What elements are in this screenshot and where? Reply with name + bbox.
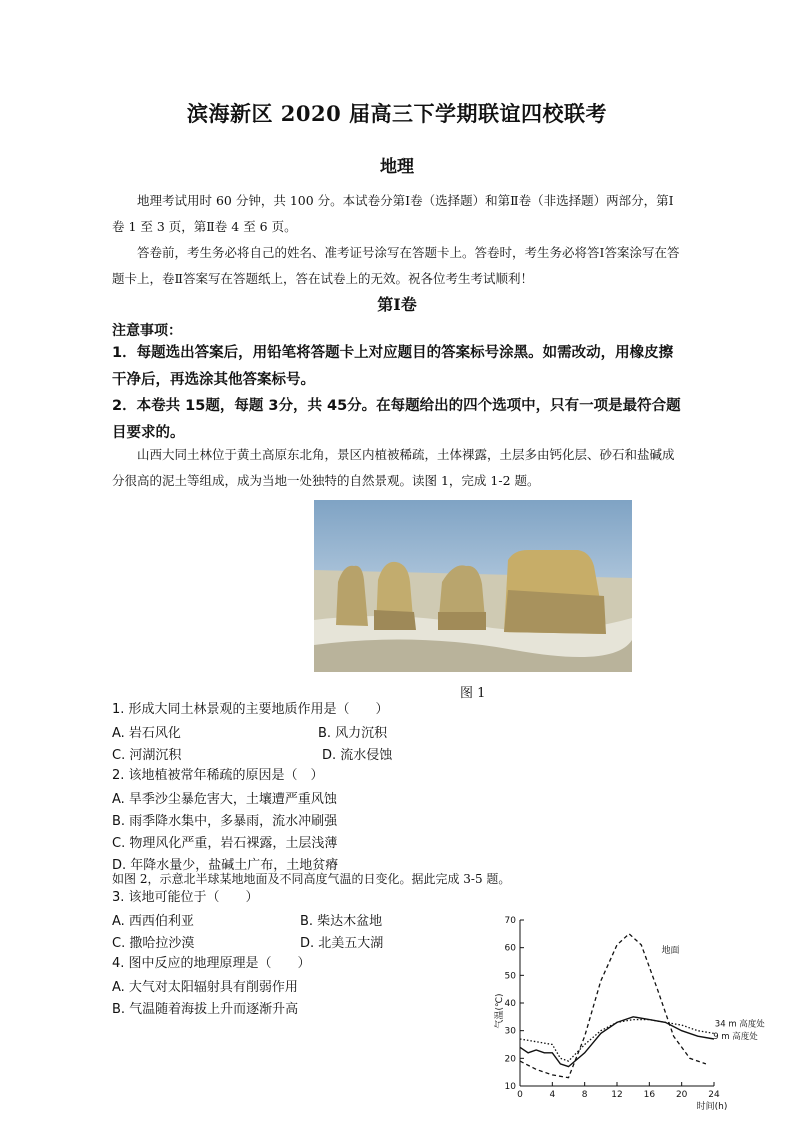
subject-title: 地理 — [380, 157, 414, 177]
question-3-option-b[interactable]: B. 柴达木盆地 — [300, 914, 383, 929]
question-3-option-c[interactable]: C. 撒哈拉沙漠 — [112, 936, 195, 951]
notice-heading: 注意事项： — [112, 323, 182, 339]
question-3-option-d[interactable]: D. 北美五大湖 — [300, 936, 384, 951]
figure-1-caption: 图 1 — [460, 686, 486, 701]
question-4-option-a[interactable]: A. 大气对太阳辐射具有削弱作用 — [112, 980, 298, 995]
series-label-ground: 地面 — [661, 946, 680, 957]
y-tick-label: 70 — [504, 916, 516, 926]
question-3-option-a[interactable]: A. 西西伯利亚 — [112, 914, 194, 929]
question-3-stem: 3. 该地可能位于（ ） — [112, 890, 259, 905]
x-tick-label: 24 — [708, 1090, 720, 1100]
chart-series — [520, 934, 714, 1078]
question-1-stem: 1. 形成大同土林景观的主要地质作用是（ ） — [112, 702, 389, 717]
question-2-option-c[interactable]: C. 物理风化严重，岩石裸露，土层浅薄 — [112, 836, 338, 851]
volume-title: 第Ⅰ卷 — [377, 295, 417, 314]
series-line-1 — [520, 1020, 714, 1062]
figure-1-photo — [314, 500, 632, 672]
y-tick-label: 50 — [504, 971, 516, 982]
series-label-34m: 34 m 高度处 — [714, 1019, 765, 1030]
intro-paragraph-1: 地理考试用时 60 分钟，共 100 分。本试卷分第Ⅰ卷（选择题）和第Ⅱ卷（非选择题）两部分，第Ⅰ卷 1 至 3 页，第Ⅱ卷 4 至 6 页。 — [112, 193, 674, 234]
passage-1: 山西大同土林位于黄土高原东北角，景区内植被稀疏，土体裸露，土层多由钙化层、砂石和盐碱成分很高的泥土等组成，成为当地一处独特的自然景观。读图 1，完成 1-2 题。 — [112, 447, 675, 488]
chart-labels — [493, 944, 765, 1112]
series-line-2 — [520, 1017, 714, 1067]
question-4-stem: 4. 图中反应的地理原理是（ ） — [112, 956, 311, 971]
passage-2: 如图 2，示意北半球某地地面及不同高度气温的日变化。据此完成 3-5 题。 — [112, 872, 511, 886]
figure-2-chart — [490, 910, 765, 1115]
notice-item-2: 2．本卷共 15题，每题 3分，共 45分。在每题给出的四个选项中，只有一项是最符合题目要求的。 — [112, 398, 681, 441]
question-1-option-d[interactable]: D. 流水侵蚀 — [322, 748, 393, 763]
y-tick-label: 10 — [504, 1082, 516, 1092]
x-axis-label: 时间(h) — [696, 1102, 728, 1112]
y-tick-label: 40 — [504, 999, 516, 1009]
x-tick-label: 0 — [517, 1090, 523, 1100]
y-tick-label: 60 — [504, 943, 516, 954]
earth-forest-image — [314, 500, 632, 672]
question-1-option-b[interactable]: B. 风力沉积 — [318, 726, 388, 741]
question-2-option-d[interactable]: D. 年降水量少，盐碱土广布，土地贫瘠 — [112, 858, 339, 873]
chart-axes — [505, 916, 720, 1100]
x-tick-label: 12 — [611, 1090, 623, 1100]
question-4-option-b[interactable]: B. 气温随着海拔上升而逐渐升高 — [112, 1002, 299, 1017]
y-tick-label: 20 — [504, 1054, 516, 1065]
notice-item-1: 1．每题选出答案后，用铅笔将答题卡上对应题目的答案标号涂黑。如需改动，用橡皮擦干净后，再选涂其他答案标号。 — [112, 345, 674, 388]
question-2-option-a[interactable]: A. 旱季沙尘暴危害大，土壤遭严重风蚀 — [112, 792, 337, 807]
y-tick-label: 30 — [504, 1026, 516, 1037]
question-1-option-c[interactable]: C. 河湖沉积 — [112, 748, 182, 763]
x-tick-label: 16 — [643, 1090, 656, 1100]
x-tick-label: 8 — [581, 1090, 588, 1100]
temperature-chart-svg — [490, 910, 765, 1115]
question-2-stem: 2. 该地植被常年稀疏的原因是（ ） — [112, 768, 324, 783]
question-1-option-a[interactable]: A. 岩石风化 — [112, 726, 181, 741]
x-tick-label: 4 — [549, 1090, 556, 1100]
x-tick-label: 20 — [675, 1090, 688, 1100]
series-label-9m: 9 m 高度处 — [713, 1031, 758, 1042]
y-axis-label: 气温(℃) — [495, 993, 505, 1029]
page-title: 滨海新区 2020 届高三下学期联谊四校联考 — [186, 101, 608, 126]
intro-paragraph-2: 答卷前，考生务必将自己的姓名、准考证号涂写在答题卡上。答卷时，考生务必将答Ⅰ答案涂写在答题卡上，卷Ⅱ答案写在答题纸上，答在试卷上的无效。祝各位考生考试顺利！ — [112, 245, 680, 286]
question-2-option-b[interactable]: B. 雨季降水集中，多暴雨，流水冲刷强 — [112, 814, 338, 829]
